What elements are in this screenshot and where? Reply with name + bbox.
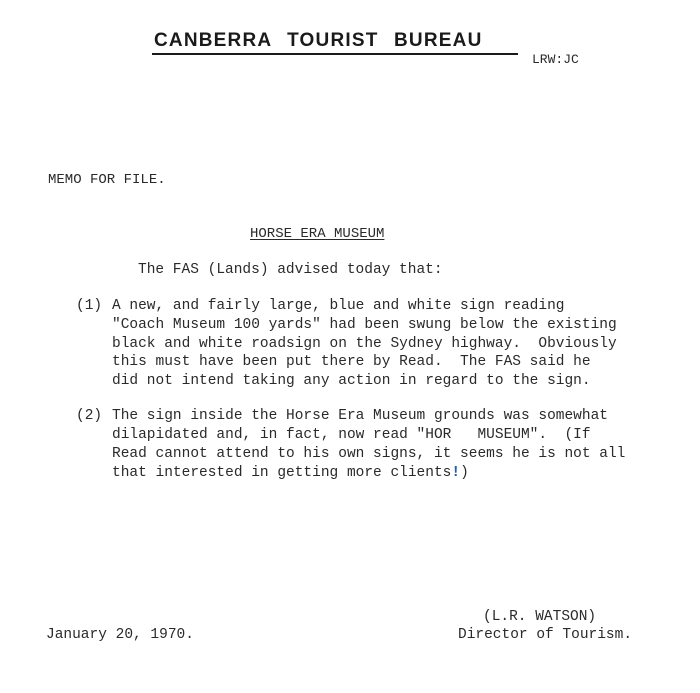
reference-code: LRW:JC	[532, 52, 579, 67]
item-line: The sign inside the Horse Era Museum grounds was somewhat	[112, 408, 608, 424]
item-line	[112, 465, 469, 481]
item-line: "Coach Museum 100 yards" had been swung below the existing	[112, 317, 617, 333]
memo-date: January 20, 1970.	[46, 627, 194, 643]
item-line: Read cannot attend to his own signs, it seems he is not all	[112, 446, 626, 462]
memo-intro: The FAS (Lands) advised today that:	[138, 262, 443, 278]
item-line-text: that interested in getting more clients	[112, 465, 452, 481]
item-line: dilapidated and, in fact, now read "HOR MUSEUM". (If	[112, 427, 591, 443]
item-number: (2)	[76, 408, 103, 424]
organization-letterhead: CANBERRA TOURIST BUREAU	[154, 30, 483, 51]
item-line: black and white roadsign on the Sydney highway. Obviously	[112, 336, 617, 352]
memo-label: MEMO FOR FILE.	[48, 172, 166, 188]
handwritten-exclamation-mark: !	[451, 465, 461, 481]
item-line: did not intend taking any action in regard to the sign.	[112, 373, 591, 389]
item-line: this must have been put there by Read. The FAS said he	[112, 354, 591, 370]
letterhead-underline	[152, 53, 518, 55]
signatory-title: Director of Tourism.	[458, 627, 633, 643]
memo-subject: HORSE ERA MUSEUM	[250, 226, 385, 242]
signatory-initials: (L.R. WATSON)	[483, 609, 597, 625]
closing-parenthesis: )	[460, 465, 469, 481]
item-line: A new, and fairly large, blue and white sign reading	[112, 298, 565, 314]
item-number: (1)	[76, 298, 103, 314]
